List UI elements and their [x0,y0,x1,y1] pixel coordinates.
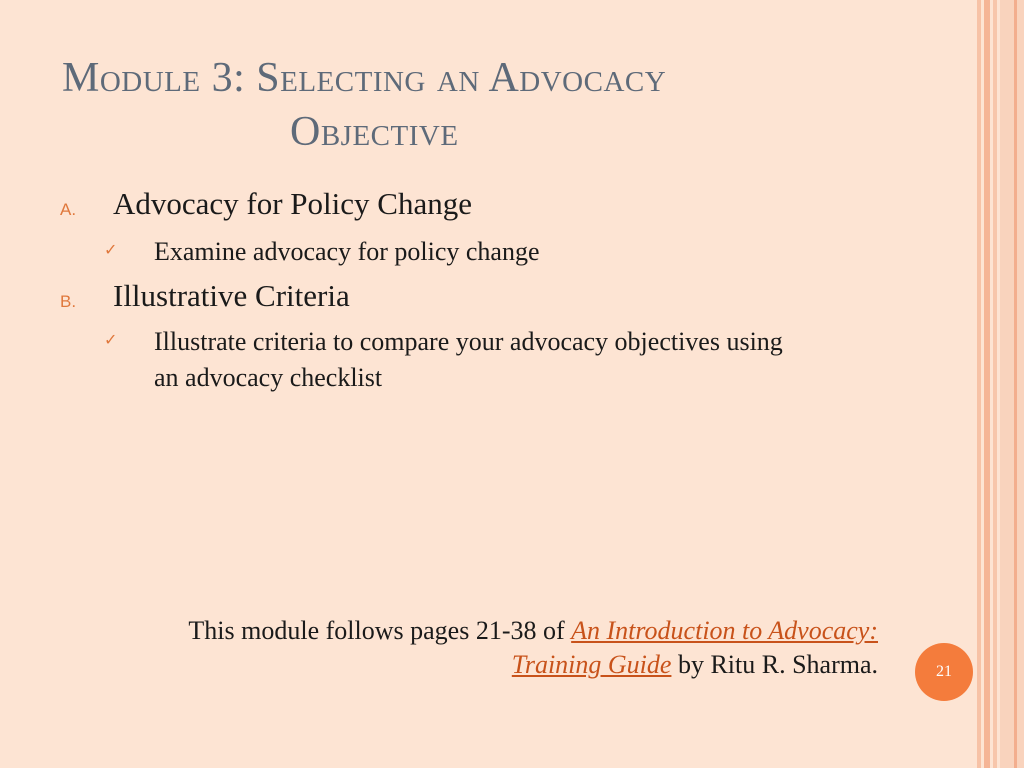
slide-title-line-1: Module 3: Selecting an Advocacy [62,55,667,101]
sub-list-text: Illustrate criteria to compare your advocacy objectives using an advocacy checklist [154,327,783,392]
decorative-stripe [1014,0,1017,768]
list-marker: A. [60,200,77,219]
decorative-stripe [984,0,990,768]
list-item-heading: Advocacy for Policy Change [113,186,472,221]
bullet-list [60,186,860,396]
page-number-badge: 21 [915,643,973,701]
slide-title-line-2: Objective [290,108,459,155]
checkmark-icon: ✓ [104,330,118,349]
footnote-prefix: This module follows pages 21-38 of [188,616,572,645]
slide-title [62,52,882,160]
footnote-suffix: by Ritu R. Sharma. [671,650,878,679]
decorative-stripe [993,0,997,768]
list-item-heading: Illustrative Criteria [113,278,350,313]
sub-list-item [60,324,860,396]
sub-list-item [60,234,860,278]
list-item-b [60,278,860,324]
list-item-a [60,186,860,232]
decorative-stripe [977,0,981,768]
source-footnote [180,614,878,682]
decorative-stripe [1000,0,1024,768]
sub-list-text: Examine advocacy for policy change [154,237,540,266]
book-title-link[interactable]: An Introduction to Advocacy: Training Guide [511,616,878,679]
list-marker: B. [60,292,77,311]
checkmark-icon: ✓ [104,240,118,259]
